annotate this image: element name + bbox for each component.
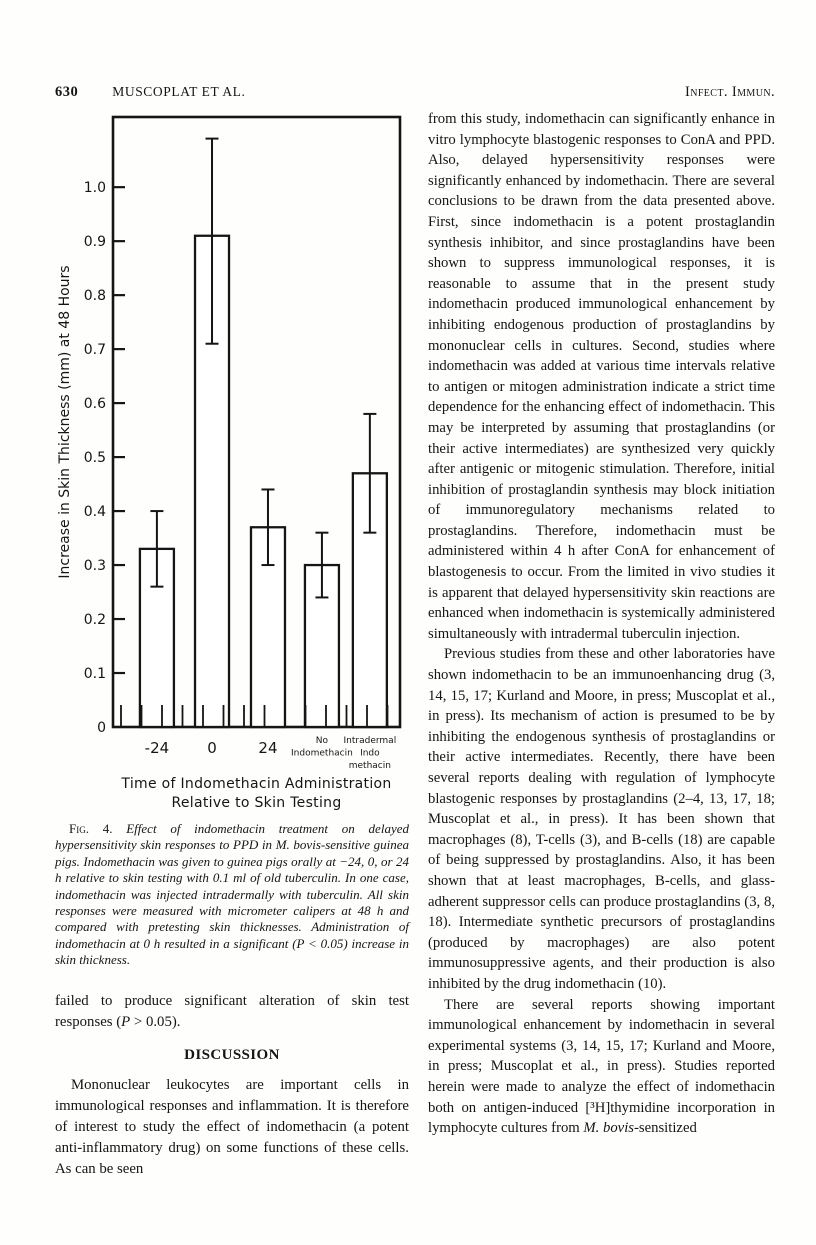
- text-segment: from this study, indomethacin can significantly enhance in vitro lymphocyte blastogenic responses to ConA and PPD. Also, delayed hypersensitivity responses were significantly enhanced by indomethacin. There are several conclusions to be drawn from the data presented above. First, since indomethacin is a potent prostaglandin synthesis inhibitor, and since prostaglandins have been shown to suppress immunological responses, it is reasonable to assume that in the present study indomethacin produced immunological enhancement by inhibiting endogenous production of prostaglandins by mononuclear cells in cultures. Second, studies where indomethacin was added at various time intervals relative to antigen or mitogen administration indicate a strict time dependence for the enhancing effect of indomethacin. This may be interpreted by assuming that prostaglandins (or their active intermediates) are synthesized very quickly after antigenic or mitogenic stimulation. Therefore, initial inhibition of prostaglandin synthesis may block initiation of immunoregulatory mechanisms related to prostaglandins. Therefore, indomethacin must be administered within 4 h after ConA for enhancement of blastogenesis to occur. From the limited in vivo studies it is apparent that delayed hypersensitivity skin reactions are enhanced when indomethacin is systemically administered simultaneously with intradermal tuberculin injection.: [428, 111, 775, 642]
- y-tick-label: 0.4: [83, 504, 106, 521]
- paragraph-skin-test-result: [55, 991, 409, 1033]
- paragraph-previous-studies: [428, 644, 775, 994]
- text-segment: M. bovis: [583, 1120, 634, 1137]
- running-authors: MUSCOPLAT ET AL.: [112, 84, 246, 99]
- text-segment: Previous studies from these and other laboratories have shown indomethacin to be an immunoenhancing drug (3, 14, 15, 17; Kurland and Moore, in press; Muscoplat et al., in press). Its mechanism of action is presumed to be by inhibiting the endogenous synthesis of prostaglandins or their active intermediates. Recently, there have been several reports dealing with regulation of lymphocyte blastogenic responses by prostaglandins (2–4, 13, 17, 18; Muscoplat et al., in press). It has been shown that macrophages (8), T-cells (3), and B-cells (18) are capable of being suppressed by prostaglandins. Also, it has been shown that at least macrophages, B-cells, and glass-adherent suppressor cells can produce prostaglandins (3, 8, 18). Intermediate synthetic precursors of prostaglandins (produced by macrophages) are also potent immunosuppressive agents, and their production is also inhibited by the drug indomethacin (10).: [428, 646, 775, 992]
- y-tick-label: 0.7: [83, 342, 106, 359]
- text-segment: Effect of indomethacin treatment on delayed hypersensitivity skin responses to PPD in M. bovis-sensitive guinea pigs. Indomethacin was given to guinea pigs orally at −24, 0, or 24 h relative to skin testing with 0.1 ml of old tuberculin. In one case, indomethacin was injected intradermally with tuberculin. All skin responses were measured with micrometer calipers at 48 h and compared with pretesting skin thicknesses. Administration of indomethacin at 0 h resulted in a significant (P < 0.05) increase in skin thickness.: [55, 821, 409, 968]
- text-segment: There are several reports showing important immunological enhancement by indomethacin in several experimental systems (3, 14, 15, 17; Kurland and Moore, in press; Muscoplat et al., in press). Studies reported herein were made to analyze the effect of indomethacin both on antigen-induced [³H]thymidine incorporation in lymphocyte cultures from: [428, 996, 775, 1137]
- x-category-label: 0: [207, 739, 217, 757]
- y-tick-label: 0.6: [83, 396, 106, 413]
- y-axis-title: Increase in Skin Thickness (mm) at 48 Hours: [57, 265, 73, 579]
- discussion-heading: DISCUSSION: [184, 1046, 280, 1063]
- page-number: 630: [55, 84, 79, 100]
- text-segment: Fig. 4.: [69, 821, 113, 836]
- page-header: [55, 84, 775, 101]
- y-origin-label: 0: [97, 720, 106, 736]
- text-segment: failed to produce significant alteration of skin test responses (: [55, 992, 409, 1030]
- x-category-label: Indo: [360, 748, 380, 759]
- journal-name: Infect. Immun.: [684, 84, 775, 100]
- paragraph-continuation: [428, 109, 775, 644]
- x-category-label: No: [315, 736, 329, 746]
- x-category-label: methacin: [348, 761, 391, 770]
- y-tick-label: 0.5: [83, 450, 106, 467]
- x-category-label: 24: [258, 739, 278, 757]
- x-category-label: -24: [144, 739, 170, 757]
- x-category-label: Indomethacin: [291, 748, 353, 759]
- right-column: [428, 109, 775, 1139]
- x-axis-title-line2: Relative to Skin Testing: [171, 795, 342, 811]
- figure-caption: [55, 821, 409, 969]
- paragraph-several-reports: [428, 995, 775, 1139]
- figure-4: [55, 110, 409, 969]
- paragraph-discussion-intro: Mononuclear leukocytes are important cells in immunological responses and inflammation. It is therefore of interest to study the effect of indomethacin (a potent anti-inflammatory drug) on some functions of these cells. As can be seen: [55, 1076, 409, 1177]
- y-tick-label: 1.0: [83, 180, 106, 197]
- y-tick-label: 0.1: [83, 666, 106, 683]
- bar-chart: [55, 110, 409, 770]
- y-tick-label: 0.3: [83, 558, 106, 575]
- left-column: [55, 110, 409, 1180]
- text-segment: -sensitized: [634, 1120, 697, 1137]
- y-tick-label: 0.8: [83, 288, 106, 305]
- y-tick-label: 0.2: [83, 612, 106, 629]
- x-category-label: Intradermal: [343, 736, 397, 746]
- x-axis-title-line1: Time of Indomethacin Administration: [121, 776, 392, 792]
- y-tick-label: 0.9: [83, 234, 106, 251]
- text-segment: > 0.05).: [130, 1013, 181, 1030]
- x-axis-title: [113, 775, 400, 813]
- text-segment: P: [121, 1013, 131, 1030]
